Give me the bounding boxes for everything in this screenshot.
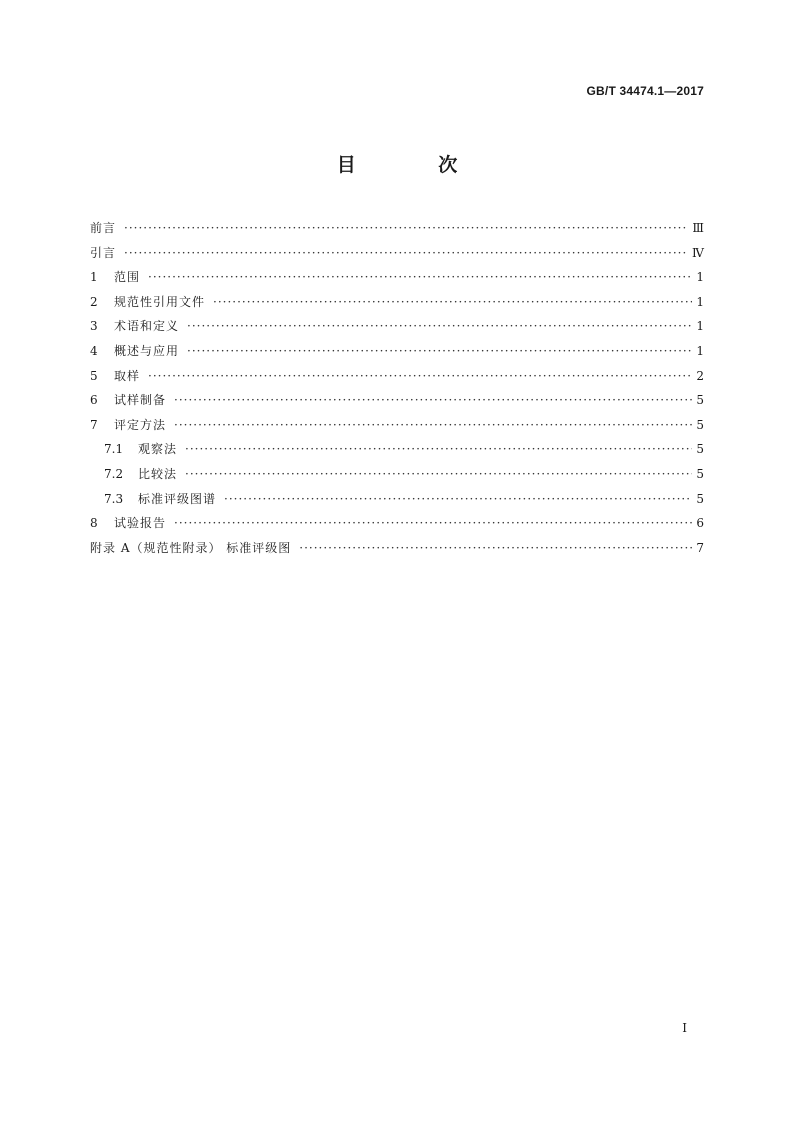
toc-page: Ⅳ — [692, 245, 704, 260]
toc-title: 术语和定义 — [114, 319, 180, 334]
toc-title: 试验报告 — [114, 516, 167, 531]
toc-entry-4[interactable] — [90, 339, 704, 364]
toc-page: 5 — [696, 393, 704, 408]
toc-entry-6[interactable] — [90, 388, 704, 413]
toc-leader — [148, 364, 692, 389]
toc-title: 观察法 — [138, 442, 178, 457]
toc-page: 1 — [696, 343, 704, 358]
toc-leader — [187, 339, 692, 364]
page-title: 目 次 — [336, 154, 496, 176]
toc-page: 1 — [696, 294, 704, 309]
toc-entry-7-1[interactable] — [90, 437, 704, 462]
toc-page: 1 — [696, 319, 704, 334]
toc-entry-2[interactable] — [90, 290, 704, 315]
page-number: I — [682, 1021, 687, 1035]
toc-page: 2 — [696, 368, 704, 383]
toc-page: 5 — [696, 417, 704, 432]
toc-number: 3 — [90, 319, 98, 334]
toc-leader — [185, 437, 692, 462]
toc-number: 7.1 — [104, 442, 124, 457]
toc-leader — [224, 487, 692, 512]
toc-leader — [185, 462, 692, 487]
toc-number: 7.3 — [104, 491, 124, 506]
toc-title: 范围 — [114, 270, 141, 285]
toc-title: 比较法 — [138, 466, 178, 481]
toc-number: 1 — [90, 270, 98, 285]
toc-title: 引言 — [90, 245, 117, 260]
toc-title: 概述与应用 — [114, 343, 180, 358]
standard-code: GB/T 34474.1—2017 — [586, 84, 704, 98]
toc-page: Ⅲ — [692, 221, 704, 235]
toc-leader — [174, 388, 692, 413]
toc-entry-foreword[interactable] — [90, 216, 704, 241]
toc-entry-7-2[interactable] — [90, 462, 704, 487]
toc-entry-7[interactable] — [90, 413, 704, 438]
toc-number: 7.2 — [104, 466, 124, 481]
toc-number: 6 — [90, 393, 98, 408]
toc-entry-annex-a[interactable] — [90, 536, 704, 561]
toc-title: 附录 A（规范性附录） 标准评级图 — [90, 540, 292, 555]
table-of-contents — [90, 216, 704, 560]
toc-leader — [213, 290, 692, 315]
toc-entry-5[interactable] — [90, 364, 704, 389]
toc-page: 5 — [696, 466, 704, 481]
toc-number: 7 — [90, 417, 98, 432]
toc-number: 4 — [90, 343, 98, 358]
toc-page: 6 — [696, 516, 704, 531]
toc-page: 5 — [696, 491, 704, 506]
toc-title: 取样 — [114, 368, 141, 383]
toc-entry-introduction[interactable] — [90, 241, 704, 266]
toc-leader — [299, 536, 692, 561]
toc-page: 7 — [696, 540, 704, 555]
toc-leader — [148, 265, 692, 290]
toc-number: 8 — [90, 516, 98, 531]
toc-page: 1 — [696, 270, 704, 285]
toc-entry-7-3[interactable] — [90, 487, 704, 512]
toc-leader — [124, 216, 688, 241]
toc-leader — [187, 314, 692, 339]
toc-entry-8[interactable] — [90, 511, 704, 536]
toc-entry-3[interactable] — [90, 314, 704, 339]
toc-leader — [174, 511, 692, 536]
toc-page: 5 — [696, 442, 704, 457]
toc-leader — [174, 413, 692, 438]
toc-number: 2 — [90, 294, 98, 309]
toc-title: 标准评级图谱 — [138, 491, 217, 506]
toc-title: 规范性引用文件 — [114, 294, 206, 309]
toc-title: 评定方法 — [114, 417, 167, 432]
toc-leader — [124, 241, 688, 266]
toc-title: 前言 — [90, 221, 117, 235]
toc-entry-1[interactable] — [90, 265, 704, 290]
toc-title: 试样制备 — [114, 393, 167, 408]
toc-number: 5 — [90, 368, 98, 383]
